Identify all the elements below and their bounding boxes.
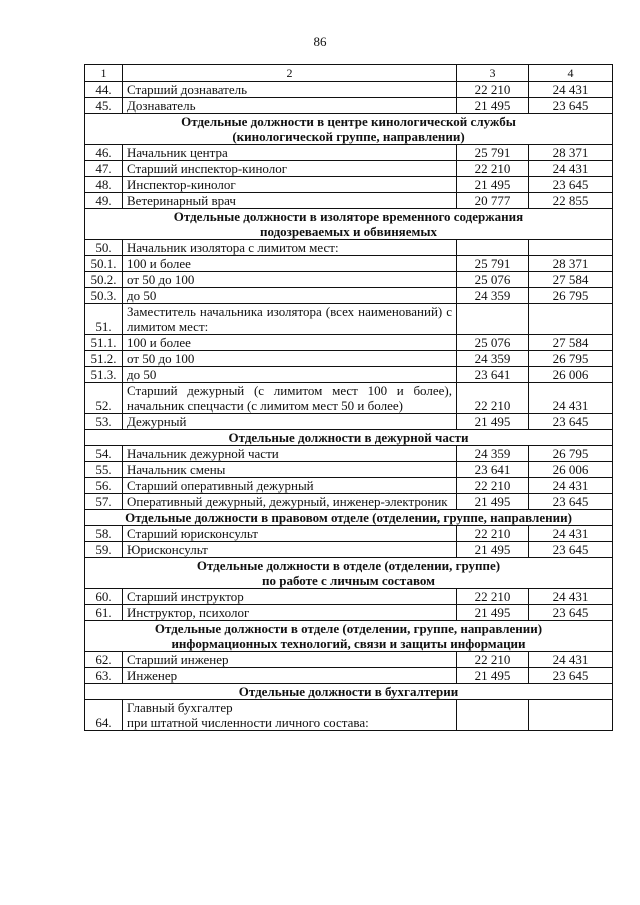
- header-cell-1: 1: [85, 65, 123, 82]
- row-number: 62.: [85, 652, 123, 668]
- row-number: 51.1.: [85, 335, 123, 351]
- position-name: Начальник смены: [123, 462, 457, 478]
- section-title: [85, 558, 613, 589]
- salary-value-1: 23 641: [457, 367, 529, 383]
- section-title-line: по работе с личным составом: [261, 573, 436, 588]
- section-title-line: Отдельные должности в бухгалтерии: [238, 684, 459, 699]
- table-row: [85, 161, 613, 177]
- section-title-line: Отдельные должности в дежурной части: [228, 430, 469, 445]
- row-number: 54.: [85, 446, 123, 462]
- table-row: [85, 652, 613, 668]
- salary-value-1: [457, 304, 529, 335]
- position-name: 100 и более: [123, 256, 457, 272]
- salary-value-1: 22 210: [457, 478, 529, 494]
- row-number: 47.: [85, 161, 123, 177]
- salary-value-1: 21 495: [457, 605, 529, 621]
- section-header-row: [85, 430, 613, 446]
- table-row: [85, 335, 613, 351]
- position-name: Старший инструктор: [123, 589, 457, 605]
- position-name: Ветеринарный врач: [123, 193, 457, 209]
- salary-value-1: 25 076: [457, 272, 529, 288]
- section-title-line: Отдельные должности в отделе (отделении, группе, направлении): [154, 621, 543, 636]
- row-number: 51.2.: [85, 351, 123, 367]
- salary-value-2: [529, 304, 613, 335]
- section-title: [85, 209, 613, 240]
- position-name: 100 и более: [123, 335, 457, 351]
- salary-value-2: 24 431: [529, 161, 613, 177]
- salary-value-1: 25 791: [457, 256, 529, 272]
- table-row: [85, 367, 613, 383]
- salary-value-1: 22 210: [457, 82, 529, 98]
- salary-value-2: 24 431: [529, 526, 613, 542]
- salary-value-2: 26 006: [529, 462, 613, 478]
- section-header-row: [85, 558, 613, 589]
- salary-value-1: 22 210: [457, 589, 529, 605]
- table-row: [85, 478, 613, 494]
- position-name: Старший оперативный дежурный: [123, 478, 457, 494]
- position-name: Инструктор, психолог: [123, 605, 457, 621]
- salary-value-1: 21 495: [457, 98, 529, 114]
- salary-value-1: 25 791: [457, 145, 529, 161]
- row-number: 50.1.: [85, 256, 123, 272]
- position-name: Старший юрисконсульт: [123, 526, 457, 542]
- header-cell-3: 3: [457, 65, 529, 82]
- salary-value-2: 23 645: [529, 177, 613, 193]
- salary-value-2: 24 431: [529, 478, 613, 494]
- row-number: 64.: [85, 700, 123, 731]
- table-row: [85, 240, 613, 256]
- section-title-line: Отдельные должности в центре кинологической службы: [181, 114, 516, 129]
- table-row: [85, 700, 613, 731]
- salary-value-1: 22 210: [457, 383, 529, 414]
- section-title-line: Отдельные должности в изоляторе временного содержания: [173, 209, 524, 224]
- section-header-row: [85, 621, 613, 652]
- salary-value-2: 27 584: [529, 335, 613, 351]
- row-number: 52.: [85, 383, 123, 414]
- table-row: [85, 98, 613, 114]
- salary-value-2: 23 645: [529, 414, 613, 430]
- salary-value-1: 22 210: [457, 652, 529, 668]
- table-row: [85, 605, 613, 621]
- salary-value-2: 22 855: [529, 193, 613, 209]
- table-row: [85, 446, 613, 462]
- page-number: 86: [313, 34, 327, 49]
- table-row: [85, 383, 613, 414]
- section-title-line: подозреваемых и обвиняемых: [259, 224, 437, 239]
- salary-table: [84, 64, 613, 731]
- salary-value-2: [529, 240, 613, 256]
- salary-value-2: 26 795: [529, 351, 613, 367]
- position-name: Старший инспектор-кинолог: [123, 161, 457, 177]
- position-name: Главный бухгалтер при штатной численности личного состава:: [123, 700, 457, 731]
- table-row: [85, 351, 613, 367]
- row-number: 58.: [85, 526, 123, 542]
- salary-value-2: 26 006: [529, 367, 613, 383]
- section-title: [85, 510, 613, 526]
- section-title-line: информационных технологий, связи и защиты информации: [171, 636, 526, 651]
- salary-value-2: 23 645: [529, 542, 613, 558]
- row-number: 46.: [85, 145, 123, 161]
- position-name: Инженер: [123, 668, 457, 684]
- section-header-row: [85, 209, 613, 240]
- row-number: 50.2.: [85, 272, 123, 288]
- row-number: 53.: [85, 414, 123, 430]
- salary-value-2: 27 584: [529, 272, 613, 288]
- salary-value-2: 28 371: [529, 256, 613, 272]
- salary-value-2: 28 371: [529, 145, 613, 161]
- row-number: 49.: [85, 193, 123, 209]
- salary-value-2: 24 431: [529, 82, 613, 98]
- table-row: [85, 668, 613, 684]
- position-name: Старший дежурный (с лимитом мест 100 и более), начальник спецчасти (с лимитом мест 50 и более): [123, 383, 457, 414]
- position-name: от 50 до 100: [123, 351, 457, 367]
- section-header-row: [85, 684, 613, 700]
- salary-value-1: 21 495: [457, 668, 529, 684]
- position-name: Оперативный дежурный, дежурный, инженер-электроник: [123, 494, 457, 510]
- section-title: [85, 430, 613, 446]
- table-row: [85, 145, 613, 161]
- position-name: Начальник центра: [123, 145, 457, 161]
- position-name: от 50 до 100: [123, 272, 457, 288]
- section-header-row: [85, 510, 613, 526]
- position-name: Дежурный: [123, 414, 457, 430]
- position-name: Начальник изолятора с лимитом мест:: [123, 240, 457, 256]
- salary-value-1: 21 495: [457, 542, 529, 558]
- header-cell-4: 4: [529, 65, 613, 82]
- table-row: [85, 193, 613, 209]
- row-number: 44.: [85, 82, 123, 98]
- table-row: [85, 272, 613, 288]
- salary-value-2: 24 431: [529, 652, 613, 668]
- row-number: 60.: [85, 589, 123, 605]
- position-name: Инспектор-кинолог: [123, 177, 457, 193]
- table-row: [85, 589, 613, 605]
- position-name: до 50: [123, 288, 457, 304]
- position-name: Юрисконсульт: [123, 542, 457, 558]
- row-number: 59.: [85, 542, 123, 558]
- section-title: [85, 621, 613, 652]
- row-number: 45.: [85, 98, 123, 114]
- section-title-line: Отдельные должности в правовом отделе (отделении, группе, направлении): [125, 510, 572, 525]
- table-row: [85, 414, 613, 430]
- salary-value-1: [457, 240, 529, 256]
- table-row: [85, 462, 613, 478]
- section-title: [85, 114, 613, 145]
- table-row: [85, 177, 613, 193]
- salary-value-2: 26 795: [529, 446, 613, 462]
- row-number: 51.: [85, 304, 123, 335]
- header-cell-2: 2: [123, 65, 457, 82]
- position-name: Дознаватель: [123, 98, 457, 114]
- salary-value-1: [457, 700, 529, 731]
- salary-value-1: 21 495: [457, 177, 529, 193]
- row-number: 56.: [85, 478, 123, 494]
- salary-value-1: 24 359: [457, 351, 529, 367]
- salary-value-2: 23 645: [529, 668, 613, 684]
- table-row: [85, 542, 613, 558]
- row-number: 48.: [85, 177, 123, 193]
- salary-value-2: 23 645: [529, 98, 613, 114]
- section-header-row: [85, 114, 613, 145]
- section-title-line: (кинологической группе, направлении): [232, 129, 465, 144]
- salary-value-2: [529, 700, 613, 731]
- salary-value-1: 21 495: [457, 414, 529, 430]
- table-row: [85, 82, 613, 98]
- salary-value-1: 22 210: [457, 161, 529, 177]
- salary-value-1: 25 076: [457, 335, 529, 351]
- position-name: Заместитель начальника изолятора (всех наименований) с лимитом мест:: [123, 304, 457, 335]
- salary-value-1: 23 641: [457, 462, 529, 478]
- salary-value-2: 23 645: [529, 605, 613, 621]
- table-row: [85, 526, 613, 542]
- salary-value-2: 23 645: [529, 494, 613, 510]
- row-number: 61.: [85, 605, 123, 621]
- salary-value-1: 24 359: [457, 288, 529, 304]
- row-number: 55.: [85, 462, 123, 478]
- row-number: 57.: [85, 494, 123, 510]
- row-number: 50.3.: [85, 288, 123, 304]
- section-title: [85, 684, 613, 700]
- table-row: [85, 288, 613, 304]
- table-row: [85, 494, 613, 510]
- position-name: Начальник дежурной части: [123, 446, 457, 462]
- position-name: Старший инженер: [123, 652, 457, 668]
- salary-value-2: 26 795: [529, 288, 613, 304]
- salary-value-2: 24 431: [529, 589, 613, 605]
- table-row: [85, 304, 613, 335]
- position-name: до 50: [123, 367, 457, 383]
- salary-value-1: 20 777: [457, 193, 529, 209]
- salary-value-1: 24 359: [457, 446, 529, 462]
- salary-value-2: 24 431: [529, 383, 613, 414]
- row-number: 50.: [85, 240, 123, 256]
- table-row: [85, 256, 613, 272]
- row-number: 63.: [85, 668, 123, 684]
- salary-value-1: 22 210: [457, 526, 529, 542]
- row-number: 51.3.: [85, 367, 123, 383]
- section-title-line: Отдельные должности в отделе (отделении, группе): [196, 558, 501, 573]
- salary-value-1: 21 495: [457, 494, 529, 510]
- table-header-row: [85, 65, 613, 82]
- position-name: Старший дознаватель: [123, 82, 457, 98]
